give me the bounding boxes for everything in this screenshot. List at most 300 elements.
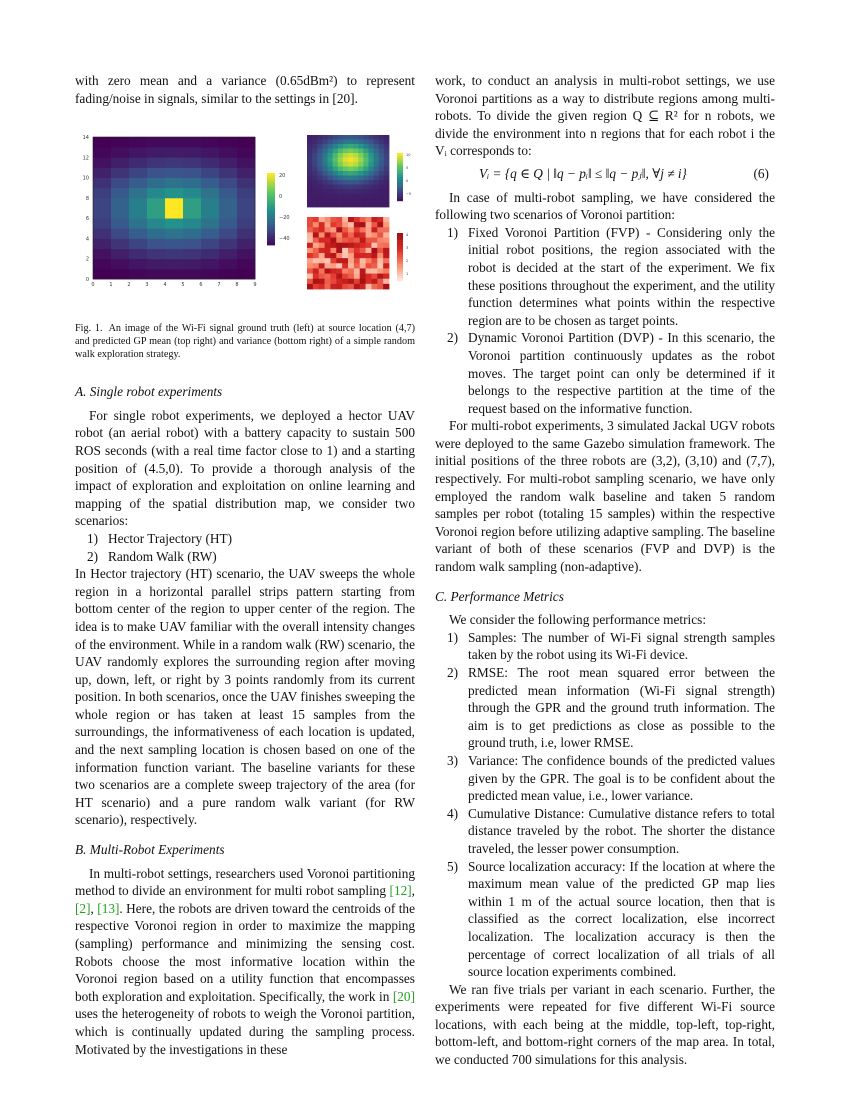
- heatmap-cell: [342, 217, 348, 223]
- equation-number: (6): [753, 165, 769, 181]
- heatmap-cell: [325, 253, 331, 259]
- heatmap-cell: [348, 269, 354, 275]
- heatmap-cell: [328, 198, 334, 203]
- heatmap-cell: [129, 147, 147, 158]
- heatmap-cell: [147, 168, 165, 179]
- x-tick-label: 5: [181, 282, 185, 289]
- heatmap-cell: [307, 198, 313, 203]
- heatmap-cell: [328, 171, 334, 176]
- heatmap-cell: [366, 243, 372, 249]
- heatmap-cell: [219, 239, 237, 250]
- heatmap-cell: [354, 222, 360, 228]
- heatmap-cell: [363, 180, 369, 185]
- heatmap-cell: [348, 140, 354, 145]
- heatmap-cell: [348, 153, 354, 158]
- gp-mean-heatmap: [307, 135, 389, 207]
- heatmap-cell: [317, 158, 323, 163]
- heatmap-cell: [333, 189, 339, 194]
- x-tick-label: 3: [145, 282, 149, 289]
- heatmap-cell: [319, 253, 325, 259]
- heatmap-cell: [183, 228, 201, 239]
- heatmap-cell: [312, 167, 318, 172]
- colorbar-segment: [397, 165, 403, 168]
- heatmap-cell: [374, 162, 380, 167]
- heatmap-cell: [384, 153, 390, 158]
- heatmap-cell: [165, 188, 183, 199]
- heatmap-cell: [343, 198, 349, 203]
- colorbar-tick-label: 0: [279, 194, 283, 201]
- heatmap-cell: [307, 233, 313, 239]
- heatmap-cell: [317, 153, 323, 158]
- heatmap-cell: [348, 227, 354, 233]
- colorbar-segment: [397, 243, 403, 246]
- heatmap-cell: [366, 263, 372, 269]
- heatmap-cell: [319, 279, 325, 285]
- heatmap-cell: [201, 249, 219, 260]
- heatmap-cell: [317, 180, 323, 185]
- heatmap-cell: [348, 263, 354, 269]
- heatmap-cell: [183, 137, 201, 148]
- heatmap-cell: [322, 158, 328, 163]
- colorbar-segment: [397, 168, 403, 171]
- heatmap-cell: [377, 258, 383, 264]
- heatmap-cell: [384, 189, 390, 194]
- heatmap-cell: [374, 194, 380, 199]
- heatmap-cell: [165, 269, 183, 280]
- heatmap-cell: [317, 185, 323, 190]
- heatmap-cell: [111, 147, 129, 158]
- heatmap-cell: [366, 279, 372, 285]
- heatmap-cell: [330, 269, 336, 275]
- colorbar-segment: [397, 255, 403, 258]
- heatmap-cell: [379, 185, 385, 190]
- heatmap-cell: [219, 208, 237, 219]
- colorbar-segment: [397, 267, 403, 270]
- heatmap-cell: [353, 180, 359, 185]
- heatmap-cell: [384, 176, 390, 181]
- heatmap-cell: [317, 162, 323, 167]
- heatmap-cell: [369, 194, 375, 199]
- heatmap-cell: [360, 248, 366, 254]
- heatmap-cell: [201, 208, 219, 219]
- heatmap-cell: [377, 217, 383, 223]
- heatmap-cell: [363, 194, 369, 199]
- heatmap-cell: [333, 158, 339, 163]
- figure-1: [75, 133, 415, 308]
- heatmap-cell: [183, 168, 201, 179]
- heatmap-cell: [183, 239, 201, 250]
- heatmap-cell: [330, 243, 336, 249]
- list-item: 2) Random Walk (RW): [87, 548, 217, 564]
- heatmap-cell: [237, 147, 255, 158]
- colorbar-tick-label: 3: [406, 246, 409, 251]
- heatmap-cell: [363, 167, 369, 172]
- heatmap-cell: [317, 176, 323, 181]
- colorbar-segment: [397, 199, 403, 202]
- heatmap-cell: [343, 144, 349, 149]
- colorbar-segment: [397, 262, 403, 265]
- heatmap-cell: [165, 137, 183, 148]
- heatmap-cell: [312, 176, 318, 181]
- heatmap-cell: [348, 194, 354, 199]
- heatmap-cell: [183, 208, 201, 219]
- heatmap-cell: [343, 180, 349, 185]
- heatmap-cell: [312, 153, 318, 158]
- heatmap-cell: [338, 144, 344, 149]
- colorbar-segment: [267, 180, 275, 183]
- heatmap-cell: [360, 253, 366, 259]
- heatmap-cell: [317, 198, 323, 203]
- heatmap-cell: [325, 233, 331, 239]
- heatmap-cell: [322, 176, 328, 181]
- heatmap-cell: [165, 198, 183, 209]
- heatmap-cell: [354, 263, 360, 269]
- heatmap-cell: [183, 188, 201, 199]
- heatmap-cell: [336, 222, 342, 228]
- colorbar-segment: [397, 172, 403, 175]
- colorbar-segment: [397, 274, 403, 277]
- heatmap-cell: [111, 228, 129, 239]
- heatmap-cell: [338, 180, 344, 185]
- heatmap-cell: [379, 198, 385, 203]
- heatmap-cell: [307, 189, 313, 194]
- heatmap-cell: [183, 249, 201, 260]
- heatmap-cell: [336, 248, 342, 254]
- heatmap-cell: [333, 171, 339, 176]
- heatmap-cell: [319, 233, 325, 239]
- heatmap-cell: [330, 233, 336, 239]
- heatmap-cell: [328, 153, 334, 158]
- colorbar-segment: [397, 264, 403, 267]
- metrics-list: [435, 629, 775, 981]
- heatmap-cell: [201, 137, 219, 148]
- heatmap-cell: [322, 189, 328, 194]
- colorbar-segment: [397, 240, 403, 243]
- heatmap-cell: [129, 208, 147, 219]
- heatmap-cell: [129, 157, 147, 168]
- heatmap-cell: [93, 228, 111, 239]
- heatmap-cell: [147, 198, 165, 209]
- heatmap-cell: [333, 149, 339, 154]
- heatmap-cell: [307, 167, 313, 172]
- colorbar-segment: [397, 276, 403, 279]
- x-tick-label: 4: [163, 282, 167, 289]
- heatmap-cell: [358, 180, 364, 185]
- colorbar-segment: [397, 257, 403, 260]
- section-a-paragraph-2: In Hector trajectory (HT) scenario, the UAV sweeps the whole region in a horizontal parallel strips pattern starting from bottom center of the region to upper center of the region. The idea is to make UAV familiar with the overall intensity changes of the environment. While in a random walk (RW) scenario, the UAV randomly explores the surrounding region after moving up, down, left, or right by 3 points randomly from its current position. In both scenarios, once the UAV finishes sweeping the whole region or has taken at least 15 samples from the surroundings, the informativeness of each location is updated, and the next sampling location is chosen based on one of the information function variant. The baseline variants for these two scenarios are a complete sweep trajectory of the area (for HT scenario) and a pure random walk variant (for RW scenario), respectively.: [75, 566, 415, 828]
- heatmap-cell: [307, 238, 313, 244]
- heatmap-cell: [322, 203, 328, 208]
- heatmap-cell: [360, 233, 366, 239]
- heatmap-cell: [333, 176, 339, 181]
- heatmap-cell: [348, 180, 354, 185]
- y-tick-label: 6: [85, 216, 89, 223]
- heatmap-cell: [348, 185, 354, 190]
- heatmap-cell: [313, 263, 319, 269]
- heatmap-cell: [384, 149, 390, 154]
- heatmap-cell: [307, 217, 313, 223]
- heatmap-cell: [325, 217, 331, 223]
- heatmap-cell: [383, 248, 389, 254]
- heatmap-cell: [237, 208, 255, 219]
- heatmap-cell: [307, 203, 313, 208]
- heatmap-cell: [353, 189, 359, 194]
- heatmap-cell: [383, 263, 389, 269]
- heatmap-cell: [360, 269, 366, 275]
- heatmap-cell: [371, 263, 377, 269]
- colorbar-segment: [397, 158, 403, 161]
- heatmap-cell: [354, 217, 360, 223]
- heatmap-cell: [328, 135, 334, 140]
- heatmap-cell: [384, 158, 390, 163]
- heatmap-cell: [307, 180, 313, 185]
- heatmap-cell: [147, 228, 165, 239]
- heatmap-cell: [336, 238, 342, 244]
- heatmap-cell: [371, 222, 377, 228]
- heatmap-cell: [358, 194, 364, 199]
- heatmap-cell: [369, 149, 375, 154]
- heatmap-cell: [354, 284, 360, 290]
- heatmap-cell: [369, 176, 375, 181]
- heatmap-cell: [353, 135, 359, 140]
- heatmap-cell: [353, 140, 359, 145]
- heatmap-cell: [336, 227, 342, 233]
- heatmap-cell: [348, 198, 354, 203]
- gp-variance-colorbar: [397, 233, 409, 281]
- heatmap-cell: [374, 140, 380, 145]
- colorbar-segment: [397, 194, 403, 197]
- heatmap-cell: [313, 248, 319, 254]
- heatmap-cell: [129, 198, 147, 209]
- heatmap-cell: [338, 171, 344, 176]
- heatmap-cell: [353, 185, 359, 190]
- colorbar-segment: [267, 185, 275, 188]
- heatmap-cell: [319, 284, 325, 290]
- heatmap-cell: [93, 239, 111, 250]
- heatmap-cell: [111, 157, 129, 168]
- heatmap-cell: [307, 253, 313, 259]
- heatmap-cell: [342, 279, 348, 285]
- heatmap-cell: [328, 203, 334, 208]
- heatmap-cell: [325, 227, 331, 233]
- heatmap-cell: [307, 171, 313, 176]
- heatmap-cell: [219, 137, 237, 148]
- heatmap-cell: [129, 188, 147, 199]
- heatmap-cell: [313, 217, 319, 223]
- heatmap-cell: [343, 135, 349, 140]
- heatmap-cell: [348, 274, 354, 280]
- colorbar-tick-label: −20: [279, 215, 290, 222]
- citation-link[interactable]: [20]: [392, 988, 415, 1004]
- heatmap-cell: [93, 147, 111, 158]
- y-tick-label: 14: [82, 135, 89, 142]
- heatmap-cell: [330, 238, 336, 244]
- heatmap-cell: [147, 188, 165, 199]
- heatmap-cell: [348, 222, 354, 228]
- heatmap-cell: [317, 203, 323, 208]
- heatmap-cell: [354, 233, 360, 239]
- heatmap-cell: [328, 189, 334, 194]
- heatmap-cell: [328, 144, 334, 149]
- heatmap-cell: [343, 203, 349, 208]
- heatmap-cell: [330, 253, 336, 259]
- citation-link[interactable]: [12]: [389, 883, 412, 899]
- heatmap-cell: [322, 149, 328, 154]
- heatmap-cell: [219, 178, 237, 189]
- heatmap-cell: [330, 274, 336, 280]
- heatmap-cell: [333, 135, 339, 140]
- heatmap-cell: [383, 284, 389, 290]
- heatmap-cell: [379, 153, 385, 158]
- heatmap-cell: [358, 203, 364, 208]
- colorbar-segment: [267, 219, 275, 222]
- heatmap-cell: [384, 203, 390, 208]
- colorbar-segment: [267, 231, 275, 234]
- heatmap-cell: [201, 259, 219, 270]
- heatmap-cell: [360, 279, 366, 285]
- heatmap-cell: [317, 135, 323, 140]
- heatmap-cell: [147, 249, 165, 260]
- heatmap-cell: [325, 248, 331, 254]
- section-a-title: A. Single robot experiments: [75, 384, 223, 400]
- heatmap-cell: [342, 258, 348, 264]
- heatmap-cell: [165, 208, 183, 219]
- heatmap-cell: [313, 233, 319, 239]
- heatmap-cell: [366, 227, 372, 233]
- heatmap-cell: [183, 259, 201, 270]
- heatmap-cell: [384, 167, 390, 172]
- heatmap-cell: [336, 258, 342, 264]
- heatmap-cell: [129, 228, 147, 239]
- heatmap-cell: [383, 222, 389, 228]
- heatmap-cell: [237, 259, 255, 270]
- heatmap-cell: [330, 258, 336, 264]
- heatmap-cell: [374, 176, 380, 181]
- x-tick-label: 1: [109, 282, 113, 289]
- heatmap-cell: [307, 153, 313, 158]
- heatmap-cell: [338, 189, 344, 194]
- figure-1-graphic: [75, 133, 415, 308]
- heatmap-cell: [201, 178, 219, 189]
- heatmap-cell: [336, 269, 342, 275]
- heatmap-cell: [165, 218, 183, 229]
- colorbar-segment: [397, 170, 403, 173]
- colorbar-segment: [397, 245, 403, 248]
- colorbar-segment: [397, 250, 403, 253]
- heatmap-cell: [353, 176, 359, 181]
- heatmap-cell: [111, 218, 129, 229]
- heatmap-cell: [338, 149, 344, 154]
- heatmap-cell: [366, 233, 372, 239]
- colorbar-segment: [267, 209, 275, 212]
- ground-truth-colorbar: [267, 173, 290, 245]
- colorbar-segment: [267, 190, 275, 193]
- section-b-title: B. Multi-Robot Experiments: [75, 842, 225, 858]
- colorbar-tick-label: 0: [406, 179, 409, 184]
- heatmap-cell: [319, 263, 325, 269]
- heatmap-cell: [307, 274, 313, 280]
- gp-mean-colorbar: [397, 153, 411, 201]
- heatmap-cell: [312, 135, 318, 140]
- colorbar-segment: [397, 160, 403, 163]
- heatmap-cell: [371, 279, 377, 285]
- heatmap-cell: [322, 140, 328, 145]
- heatmap-cell: [363, 149, 369, 154]
- heatmap-cell: [363, 189, 369, 194]
- heatmap-cell: [360, 222, 366, 228]
- heatmap-cell: [219, 188, 237, 199]
- heatmap-cell: [366, 217, 372, 223]
- heatmap-cell: [336, 274, 342, 280]
- heatmap-cell: [369, 189, 375, 194]
- heatmap-cell: [348, 167, 354, 172]
- heatmap-cell: [360, 243, 366, 249]
- citation-link[interactable]: [2]: [75, 900, 91, 916]
- heatmap-cell: [147, 137, 165, 148]
- heatmap-cell: [328, 149, 334, 154]
- heatmap-cell: [379, 135, 385, 140]
- heatmap-cell: [358, 185, 364, 190]
- heatmap-cell: [307, 176, 313, 181]
- heatmap-cell: [353, 153, 359, 158]
- heatmap-cell: [377, 269, 383, 275]
- heatmap-cell: [343, 162, 349, 167]
- colorbar-segment: [267, 195, 275, 198]
- heatmap-cell: [129, 249, 147, 260]
- left-column: [75, 72, 415, 1058]
- heatmap-cell: [360, 263, 366, 269]
- colorbar-tick-label: 20: [279, 173, 286, 180]
- heatmap-cell: [348, 279, 354, 285]
- heatmap-cell: [333, 140, 339, 145]
- heatmap-cell: [366, 253, 372, 259]
- heatmap-cell: [313, 274, 319, 280]
- colorbar-segment: [267, 233, 275, 236]
- heatmap-cell: [129, 269, 147, 280]
- heatmap-cell: [384, 185, 390, 190]
- heatmap-cell: [366, 284, 372, 290]
- heatmap-cell: [348, 238, 354, 244]
- heatmap-cell: [201, 147, 219, 158]
- heatmap-cell: [379, 158, 385, 163]
- heatmap-cell: [348, 144, 354, 149]
- heatmap-cell: [93, 168, 111, 179]
- heatmap-cell: [333, 194, 339, 199]
- right-paragraph-1: work, to conduct an analysis in multi-robot settings, we use Voronoi partitions as a way to distribute regions among multi-robots. To divide the given region Q ⊆ R² for n robots, we divide the environment into n regions that for each robot i the Vᵢ corresponds to:: [435, 73, 775, 159]
- colorbar-segment: [267, 178, 275, 181]
- heatmap-cell: [330, 227, 336, 233]
- heatmap-cell: [317, 144, 323, 149]
- heatmap-cell: [219, 228, 237, 239]
- heatmap-cell: [307, 279, 313, 285]
- heatmap-cell: [201, 157, 219, 168]
- heatmap-cell: [201, 168, 219, 179]
- heatmap-cell: [325, 263, 331, 269]
- heatmap-cell: [325, 222, 331, 228]
- heatmap-cell: [358, 158, 364, 163]
- heatmap-cell: [312, 158, 318, 163]
- heatmap-cell: [374, 167, 380, 172]
- heatmap-cell: [383, 269, 389, 275]
- heatmap-cell: [129, 259, 147, 270]
- citation-link[interactable]: [13]: [97, 900, 120, 916]
- heatmap-cell: [147, 178, 165, 189]
- heatmap-cell: [374, 153, 380, 158]
- heatmap-cell: [201, 218, 219, 229]
- gp-variance-heatmap: [307, 217, 389, 289]
- heatmap-cell: [377, 227, 383, 233]
- heatmap-cell: [374, 158, 380, 163]
